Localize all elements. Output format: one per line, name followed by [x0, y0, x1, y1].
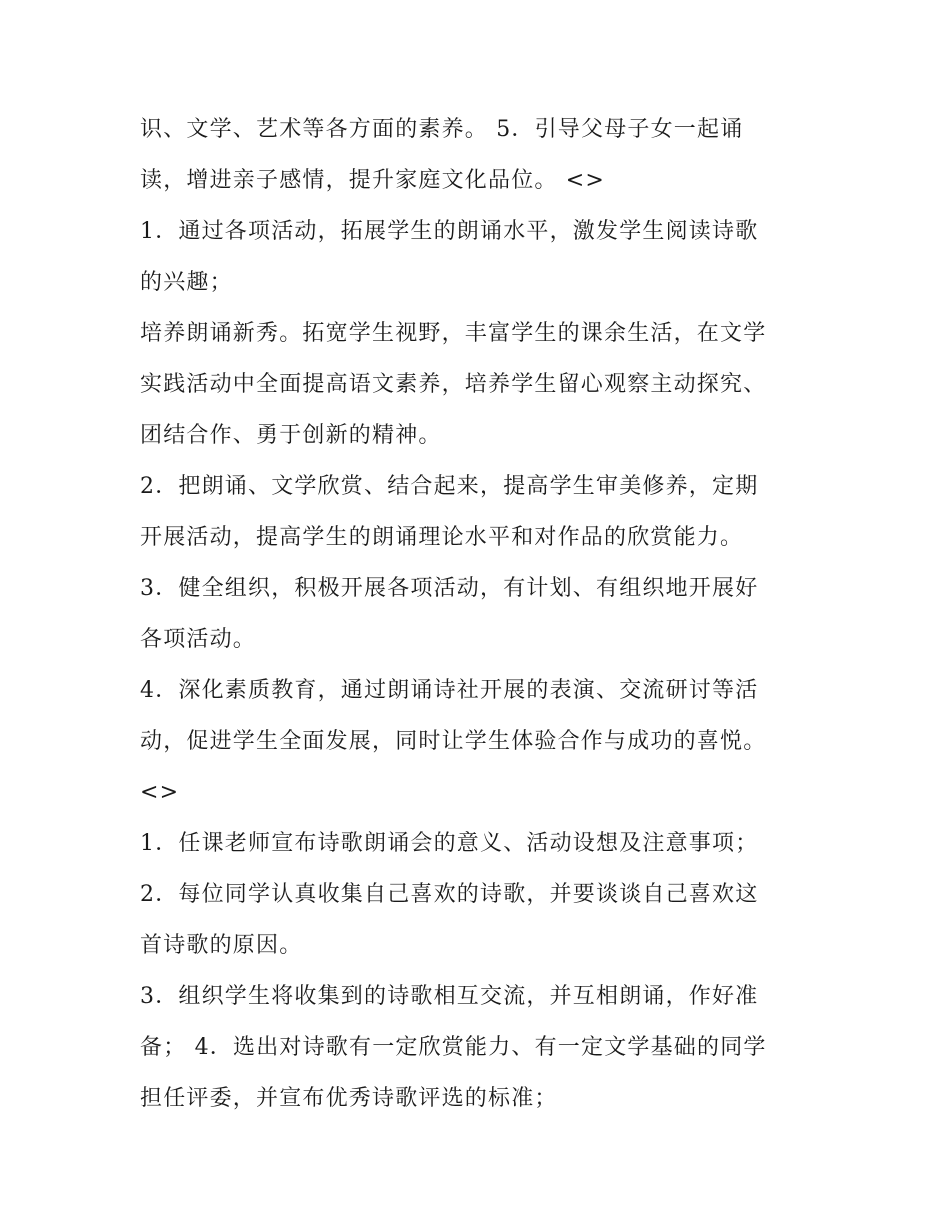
text-line: <>: [140, 780, 180, 805]
text-line: 3．健全组织，积极开展各项活动，有计划、有组织地开展好: [140, 576, 759, 601]
document-body: [140, 104, 820, 1124]
text-line: 4．深化素质教育，通过朗诵诗社开展的表演、交流研讨等活: [140, 678, 759, 703]
text-line: 读，增进亲子感情，提升家庭文化品位。 <>: [140, 168, 606, 193]
text-line: 团结合作、勇于创新的精神。: [140, 423, 442, 448]
text-line: 担任评委，并宣布优秀诗歌评选的标准；: [140, 1086, 558, 1111]
text-line: 2．把朗诵、文学欣赏、结合起来，提高学生审美修养，定期: [140, 474, 759, 499]
text-line: 3．组织学生将收集到的诗歌相互交流，并互相朗诵，作好准: [140, 984, 759, 1009]
text-line: 动，促进学生全面发展，同时让学生体验合作与成功的喜悦。: [140, 729, 767, 754]
text-line: 备； 4．选出对诗歌有一定欣赏能力、有一定文学基础的同学: [140, 1035, 767, 1060]
text-line: 首诗歌的原因。: [140, 933, 303, 958]
text-line: 开展活动，提高学生的朗诵理论水平和对作品的欣赏能力。: [140, 525, 744, 550]
text-line: 各项活动。: [140, 627, 257, 652]
text-line: 1．通过各项活动，拓展学生的朗诵水平，激发学生阅读诗歌: [140, 219, 759, 244]
text-line: 识、文学、艺术等各方面的素养。 5．引导父母子女一起诵: [140, 117, 744, 142]
text-line: 实践活动中全面提高语文素养，培养学生留心观察主动探究、: [140, 372, 767, 397]
text-line: 的兴趣；: [140, 270, 233, 295]
text-line: 培养朗诵新秀。拓宽学生视野，丰富学生的课余生活，在文学: [140, 321, 767, 346]
text-line: 1．任课老师宣布诗歌朗诵会的意义、活动设想及注意事项；: [140, 831, 759, 856]
text-line: 2．每位同学认真收集自己喜欢的诗歌，并要谈谈自己喜欢这: [140, 882, 759, 907]
